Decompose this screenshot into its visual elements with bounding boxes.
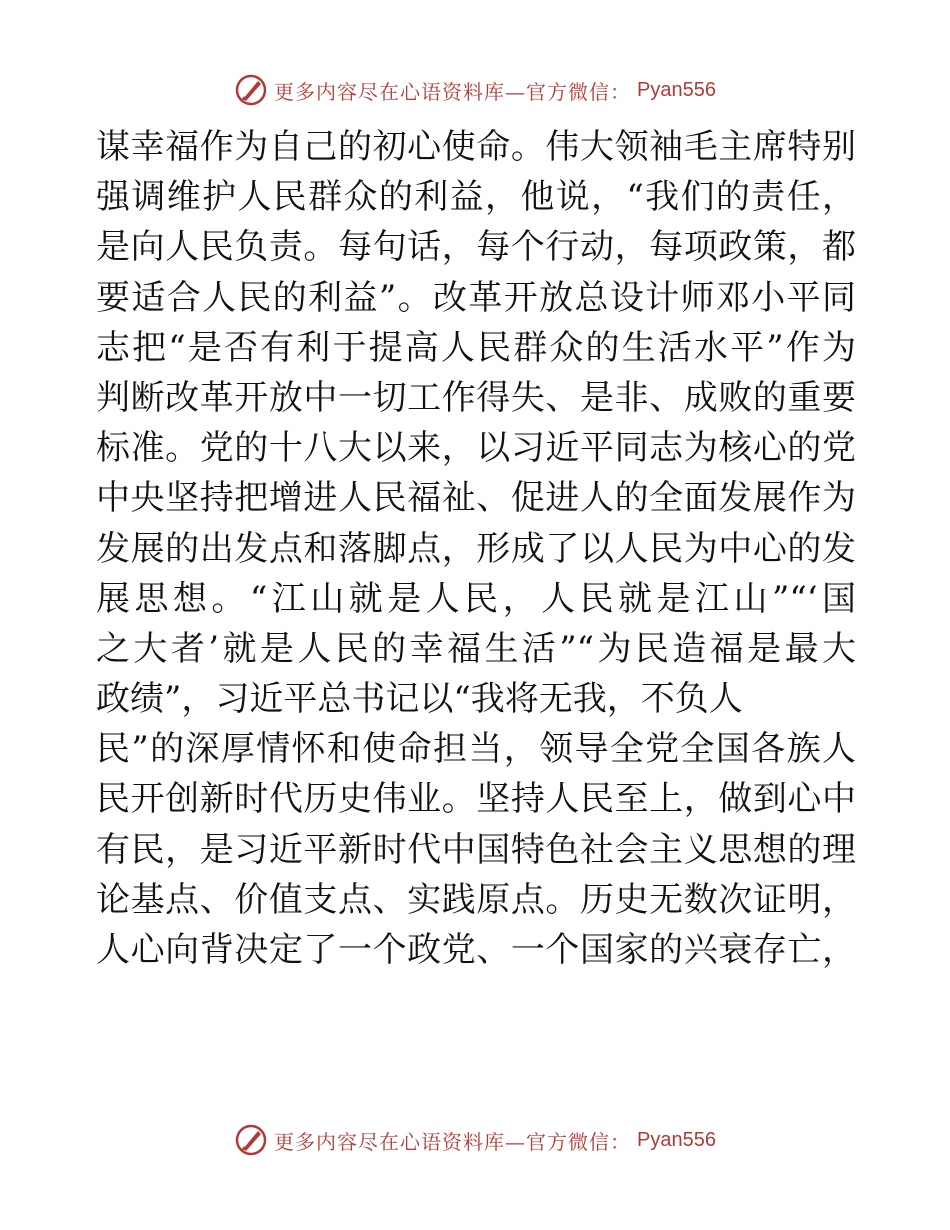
- body-line: 政绩”，习近平总书记以“我将无我，不负人: [96, 679, 743, 720]
- body-line: 要适合人民的利益”。改革开放总设计师邓小平同: [96, 277, 856, 318]
- header-wechat-id: Pyan556: [637, 78, 716, 101]
- body-line: 谋幸福作为自己的初心使命。伟大领袖毛主席特别: [96, 127, 856, 167]
- body-line: 志把“是否有利于提高人民群众的生活水平”作为: [96, 327, 856, 368]
- body-line: 之大者’就是人民的幸福生活”“为民造福是最大: [96, 628, 856, 669]
- body-line: 人心向背决定了一个政党、一个国家的兴衰存亡，: [96, 930, 856, 970]
- footer-text: 更多内容尽在心语资料库—官方微信：: [274, 1129, 632, 1154]
- footer-wechat-id: Pyan556: [637, 1128, 716, 1151]
- body-line: 是向人民负责。每句话，每个行动，每项政策，都: [96, 227, 856, 268]
- footer-banner: [0, 1120, 950, 1160]
- body-line: 发展的出发点和落脚点，形成了以人民为中心的发: [96, 528, 856, 569]
- body-line: 有民，是习近平新时代中国特色社会主义思想的理: [96, 829, 856, 870]
- quill-logo-icon: [234, 73, 268, 107]
- body-line: 强调维护人民群众的利益，他说，“我们的责任，: [96, 177, 856, 218]
- quill-logo-icon: [234, 1123, 268, 1157]
- body-line: 民”的深厚情怀和使命担当，领导全党全国各族人: [96, 729, 856, 770]
- header-banner: [0, 70, 950, 110]
- body-line: 民开创新时代历史伟业。坚持人民至上，做到心中: [96, 779, 856, 820]
- body-line: 论基点、价值支点、实践原点。历史无数次证明，: [96, 879, 856, 920]
- header-text: 更多内容尽在心语资料库—官方微信：: [274, 79, 632, 104]
- document-body: [96, 122, 856, 975]
- body-line: 展思想。“江山就是人民，人民就是江山”“‘国: [96, 578, 856, 619]
- body-line: 判断改革开放中一切工作得失、是非、成败的重要: [96, 377, 856, 418]
- body-line: 中央坚持把增进人民福祉、促进人的全面发展作为: [96, 478, 856, 519]
- body-line: 标准。党的十八大以来，以习近平同志为核心的党: [96, 428, 856, 469]
